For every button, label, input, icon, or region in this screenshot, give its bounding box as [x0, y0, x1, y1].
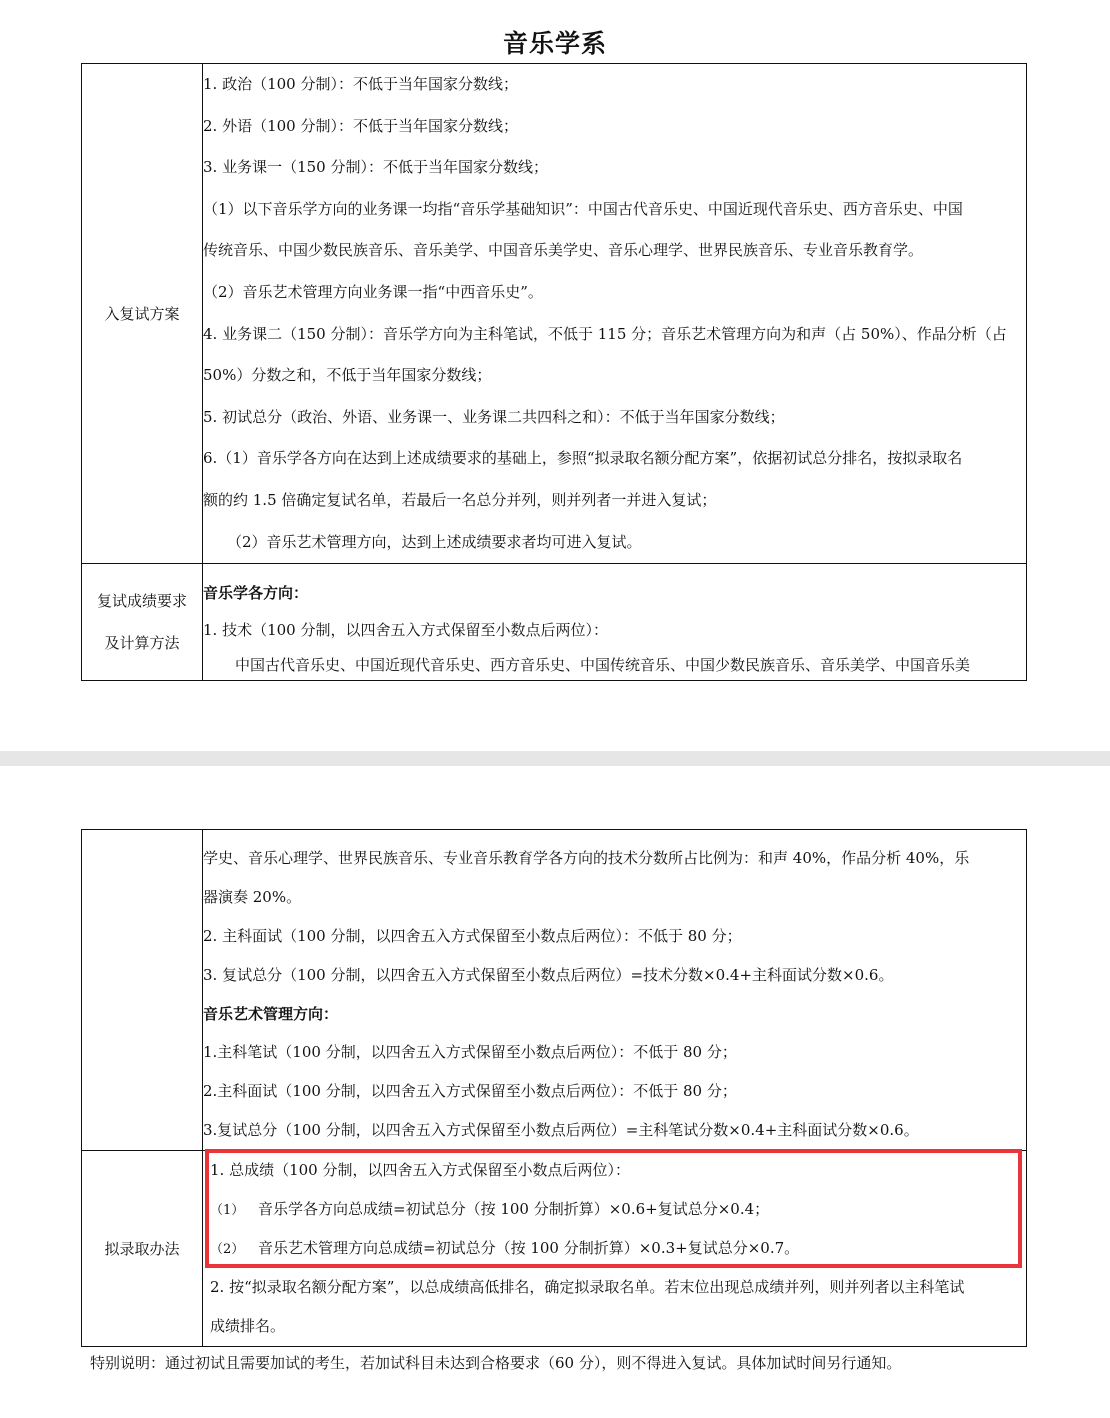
- rule-final-score: 1. 总成绩（100 分制，以四舍五入方式保留至小数点后两位）：: [210, 1161, 630, 1180]
- section-label-empty: [82, 830, 203, 1151]
- section-label-retest-requirements: [82, 564, 203, 681]
- table-row-admission-plan: [82, 64, 1027, 564]
- sub-item-number: （2）: [210, 1242, 245, 1258]
- rule-subject-one-note-2: （2）音乐艺术管理方向业务课一指“中西音乐史”。: [203, 282, 543, 301]
- rule-subject-one-note-1b: 传统音乐、中国少数民族音乐、音乐美学、中国音乐美学史、音乐心理学、世界民族音乐、专业音乐教育学。: [203, 241, 924, 260]
- rule-ranking-a: 2. 按“拟录取名额分配方案”，以总成绩高低排名，确定拟录取名单。若末位出现总成绩并列，则并列者以主科笔试: [210, 1278, 965, 1297]
- page-separator: [0, 751, 1110, 766]
- rule-subject-two-a: 4. 业务课二（150 分制）：音乐学方向为主科笔试，不低于 115 分；音乐艺术管理方向为和声（占 50%）、作品分析（占: [203, 324, 1007, 343]
- section-content-retest-requirements: [203, 564, 1027, 681]
- rule-technique-directions: 中国古代音乐史、中国近现代音乐史、西方音乐史、中国传统音乐、中国少数民族音乐、音乐美学、中国音乐美: [235, 656, 971, 675]
- rule-technique-ratio-a: 学史、音乐心理学、世界民族音乐、专业音乐教育学各方向的技术分数所占比例为：和声 40%，作品分析 40%，乐: [203, 849, 970, 867]
- rule-technique: 1. 技术（100 分制，以四舍五入方式保留至小数点后两位）：: [203, 621, 608, 640]
- section-content-admission-method: [203, 1151, 1027, 1347]
- rule-total-score: 5. 初试总分（政治、外语、业务课一、业务课二共四科之和）：不低于当年国家分数线；: [203, 407, 785, 426]
- rule-mgmt-retest-total: 3.复试总分（100 分制，以四舍五入方式保留至小数点后两位）=主科笔试分数×0.4+主科面试分数×0.6。: [203, 1121, 919, 1140]
- rule-retest-management: （2）音乐艺术管理方向，达到上述成绩要求者均可进入复试。: [227, 532, 642, 551]
- table-row-admission-method: [82, 1151, 1027, 1347]
- rule-subject-one-note-1a: （1）以下音乐学方向的业务课一均指“音乐学基础知识”：中国古代音乐史、中国近现代音乐史、西方音乐史、中国: [203, 199, 963, 218]
- rule-mgmt-written: 1.主科笔试（100 分制，以四舍五入方式保留至小数点后两位）：不低于 80 分；: [203, 1043, 737, 1062]
- table-row-retest-requirements: [82, 564, 1027, 681]
- sub-item-text: 音乐学各方向总成绩=初试总分（按 100 分制折算）×0.6+复试总分×0.4；: [258, 1200, 770, 1219]
- table-row-retest-continued: [82, 830, 1027, 1151]
- section-label-admission-method: 拟录取办法: [82, 1151, 203, 1347]
- rule-retest-total: 3. 复试总分（100 分制，以四舍五入方式保留至小数点后两位）=技术分数×0.4+主科面试分数×0.6。: [203, 965, 894, 984]
- page-title: 音乐学系: [502, 29, 607, 58]
- rule-subject-one: 3. 业务课一（150 分制）：不低于当年国家分数线；: [203, 158, 548, 177]
- rule-retest-list-a: 6.（1）音乐学各方向在达到上述成绩要求的基础上，参照“拟录取名额分配方案”，依据初试总分排名，按拟录取名: [203, 449, 963, 468]
- rule-foreign-language: 2. 外语（100 分制）：不低于当年国家分数线；: [203, 116, 518, 135]
- rule-final-score-musicology: [210, 1190, 1026, 1229]
- rule-mgmt-interview: 2.主科面试（100 分制，以四舍五入方式保留至小数点后两位）：不低于 80 分；: [203, 1082, 737, 1101]
- rule-final-score-management: [210, 1229, 1026, 1268]
- management-heading: 音乐艺术管理方向：: [203, 1004, 339, 1023]
- rule-subject-two-b: 50%）分数之和，不低于当年国家分数线；: [203, 366, 492, 385]
- requirements-table-page2: [81, 829, 1027, 1347]
- rule-retest-list-b: 额的约 1.5 倍确定复试名单，若最后一名总分并列，则并列者一并进入复试；: [203, 490, 717, 509]
- section-content-admission-plan: [203, 64, 1027, 564]
- sub-item-text: 音乐艺术管理方向总成绩=初试总分（按 100 分制折算）×0.3+复试总分×0.7。: [258, 1239, 800, 1258]
- sub-item-number: （1）: [210, 1203, 245, 1219]
- section-label-retest-line2: 及计算方法: [104, 634, 180, 653]
- rule-politics: 1. 政治（100 分制）：不低于当年国家分数线；: [203, 75, 518, 93]
- rule-major-interview: 2. 主科面试（100 分制，以四舍五入方式保留至小数点后两位）：不低于 80 分；: [203, 926, 742, 945]
- special-note: 特别说明：通过初试且需要加试的考生，若加试科目未达到合格要求（60 分），则不得进入复试。具体加试时间另行通知。: [90, 1354, 902, 1372]
- section-label-retest-line1: 复试成绩要求: [96, 592, 187, 611]
- musicology-heading: 音乐学各方向：: [203, 584, 309, 603]
- rule-ranking-b: 成绩排名。: [210, 1317, 286, 1336]
- section-content-retest-continued: [203, 830, 1027, 1151]
- section-label-admission-plan: 入复试方案: [82, 64, 203, 564]
- requirements-table-page1: [81, 63, 1027, 681]
- rule-technique-ratio-b: 器演奏 20%。: [203, 887, 302, 906]
